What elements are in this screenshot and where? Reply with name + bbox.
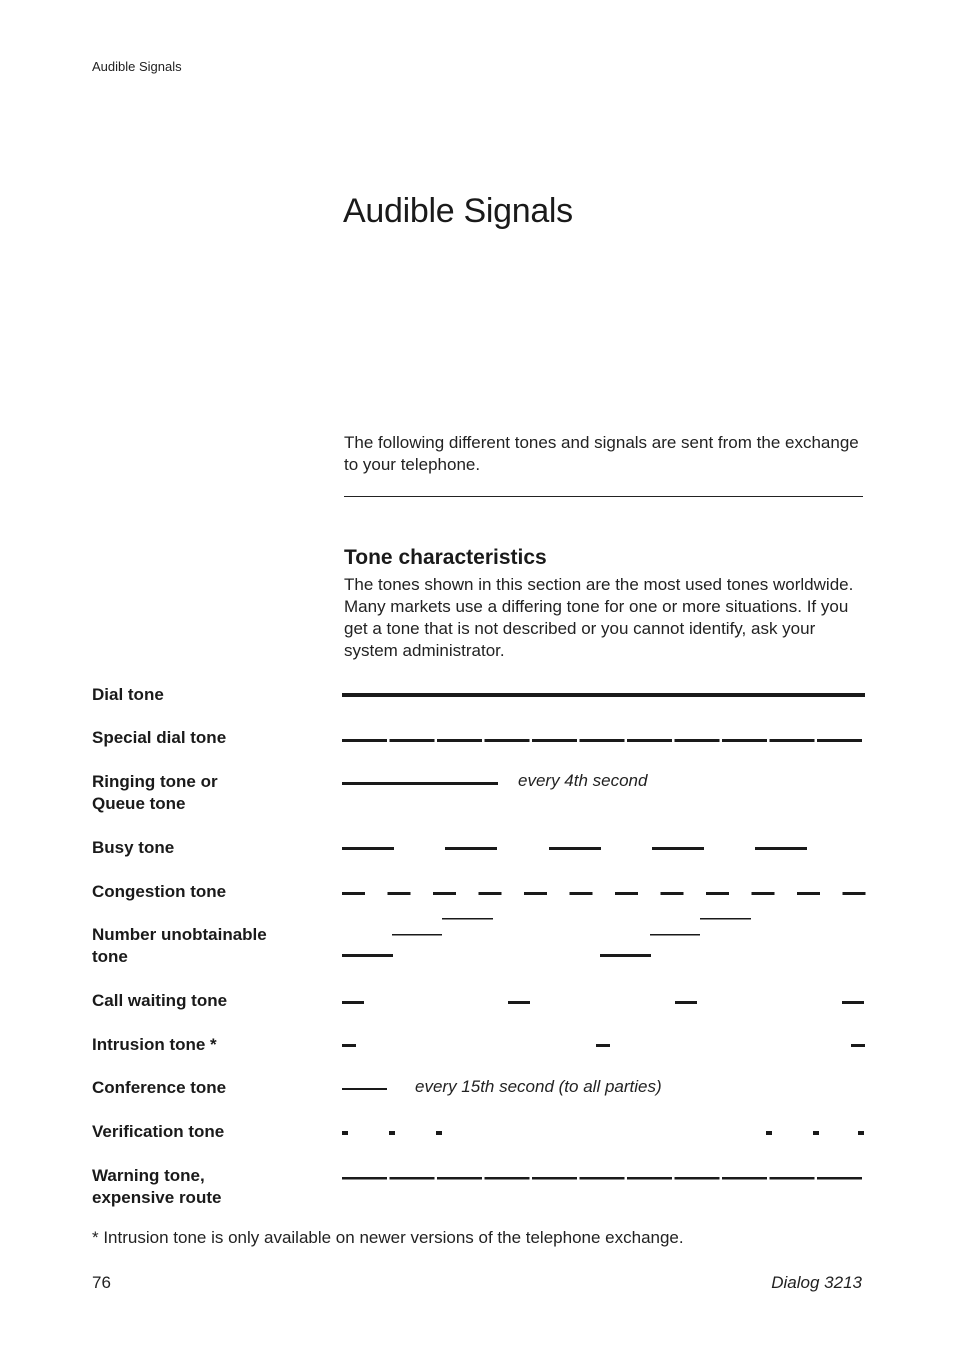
section-body: The tones shown in this section are the most used tones worldwide. Many markets use a differing tone for one or more situations. If you get a tone that is not described or you cannot identify, ask your system administrator. [344,575,854,660]
congestion-tone-segment [706,892,729,895]
special-dial-tone-segment [342,739,387,742]
tone-note-conference: every 15th second (to all parties) [415,1077,662,1096]
number-unobtainable-high [442,918,493,920]
tone-label-conference: Conference tone [92,1078,227,1097]
special-dial-tone-segment [770,739,815,742]
special-dial-tone-segment [390,739,435,742]
section-heading: Tone characteristics [344,546,547,569]
footnote: * Intrusion tone is only available on newer versions of the telephone exchange. [92,1228,684,1247]
warning-tone-segment [770,1177,815,1180]
special-dial-tone-segment [817,739,862,742]
verification-tone-dot [813,1131,819,1135]
tone-label-dial: Dial tone [92,685,164,704]
congestion-tone-segment [797,892,820,895]
special-dial-tone-segment [485,739,530,742]
verification-tone-dot [436,1131,442,1135]
special-dial-tone-segment [722,739,767,742]
warning-tone-segment [627,1177,672,1180]
page-title: Audible Signals [343,192,573,230]
warning-tone-segment [342,1177,387,1180]
congestion-tone-segment [843,892,866,895]
busy-tone-segment [652,847,704,850]
tone-label-number-unobtainable: Number unobtainable tone [92,925,267,966]
call-waiting-tone-segment [675,1001,697,1004]
busy-tone-segment [755,847,807,850]
special-dial-tone-segment [580,739,625,742]
running-header: Audible Signals [92,59,182,74]
intrusion-tone-segment [851,1044,865,1047]
product-name: Dialog 3213 [771,1273,862,1292]
tone-note-ringing: every 4th second [518,771,648,790]
number-unobtainable-mid [392,934,442,936]
special-dial-tone-segment [437,739,482,742]
tone-label-intrusion: Intrusion tone * [92,1035,217,1054]
congestion-tone-segment [342,892,365,895]
special-dial-tone-segment [675,739,720,742]
special-dial-tone-segment [627,739,672,742]
congestion-tone-segment [661,892,684,895]
conference-tone-bar [342,1088,387,1090]
congestion-tone-segment [524,892,547,895]
special-dial-tone-segment [532,739,577,742]
tone-label-warning: Warning tone, expensive route [92,1166,222,1207]
verification-tone-dot [858,1131,864,1135]
congestion-tone-segment [570,892,593,895]
intrusion-tone-segment [596,1044,610,1047]
busy-tone-segment [549,847,601,850]
warning-tone-segment [817,1177,862,1180]
tone-label-ringing: Ringing tone or Queue tone [92,772,218,813]
number-unobtainable-low [600,954,651,957]
congestion-tone-segment [433,892,456,895]
tone-label-busy: Busy tone [92,838,175,857]
warning-tone-segment [390,1177,435,1180]
congestion-tone-segment [388,892,411,895]
warning-tone-segment [722,1177,767,1180]
intrusion-tone-segment [342,1044,356,1047]
tone-label-call-waiting: Call waiting tone [92,991,228,1010]
dial-tone-bar [342,693,865,697]
page-number: 76 [92,1273,111,1292]
ringing-tone-bar [342,782,498,785]
warning-tone-segment [532,1177,577,1180]
call-waiting-tone-segment [342,1001,364,1004]
tone-label-verification: Verification tone [92,1122,225,1141]
number-unobtainable-high [700,918,751,920]
busy-tone-segment [445,847,497,850]
congestion-tone-segment [479,892,502,895]
call-waiting-tone-segment [842,1001,864,1004]
warning-tone-segment [485,1177,530,1180]
tone-label-congestion: Congestion tone [92,882,227,901]
tone-label-special-dial: Special dial tone [92,728,227,747]
warning-tone-segment [580,1177,625,1180]
congestion-tone-segment [615,892,638,895]
verification-tone-dot [342,1131,348,1135]
call-waiting-tone-segment [508,1001,530,1004]
verification-tone-dot [389,1131,395,1135]
busy-tone-segment [342,847,394,850]
warning-tone-segment [437,1177,482,1180]
number-unobtainable-low [342,954,393,957]
verification-tone-dot [766,1131,772,1135]
warning-tone-segment [675,1177,720,1180]
intro-paragraph: The following different tones and signals are sent from the exchange to your telephone. [344,433,859,474]
congestion-tone-segment [752,892,775,895]
number-unobtainable-mid [650,934,700,936]
